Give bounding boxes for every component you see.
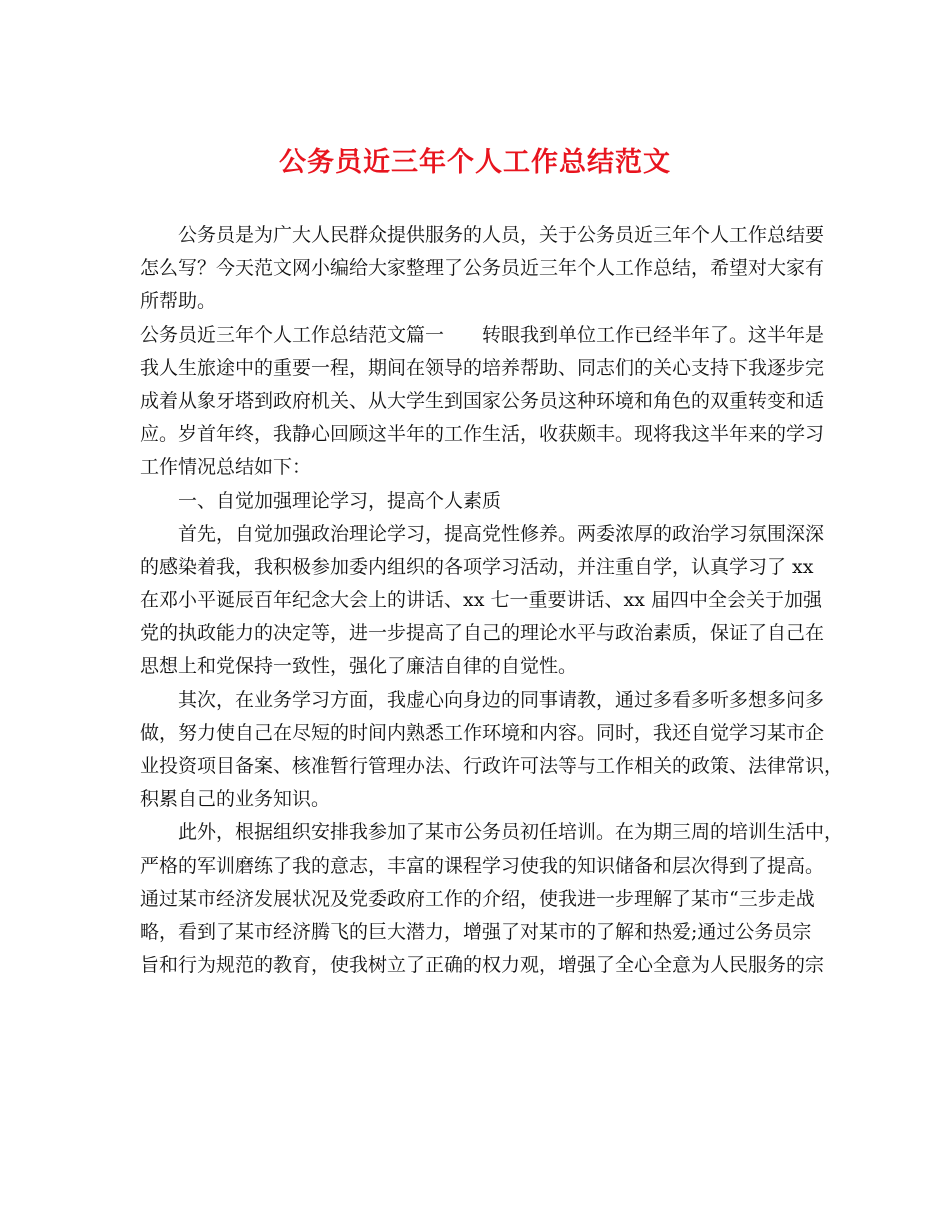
paragraph-line: 严格的军训磨练了我的意志，丰富的课程学习使我的知识储备和层次得到了提高。 [140, 854, 825, 877]
subheading-line: 一、自觉加强理论学习，提高个人素质 [178, 489, 502, 512]
document-body [140, 219, 844, 982]
paragraph-line: 所帮助。 [140, 290, 217, 313]
paragraph-line: 此外，根据组织安排我参加了某市公务员初任培训。在为期三周的培训生活中， [178, 821, 844, 844]
document-title: 公务员近三年个人工作总结范文 [279, 147, 671, 178]
paragraph-line: 在邓小平诞辰百年纪念大会上的讲话、xx 七一重要讲话、xx 届四中全会关于加强 [140, 589, 822, 612]
paragraph-line: 应。岁首年终，我静心回顾这半年的工作生活，收获颇丰。现将我这半年来的学习 [140, 423, 825, 446]
paragraph-line: 的感染着我，我积极参加委内组织的各项学习活动，并注重自学，认真学习了 xx [140, 555, 814, 578]
paragraph-line: 略，看到了某市经济腾飞的巨大潜力，增强了对某市的了解和热爱;通过公务员宗 [140, 920, 812, 943]
paragraph-line: 成着从象牙塔到政府机关、从大学生到国家公务员这种环境和角色的双重转变和适 [140, 389, 825, 412]
paragraph-line: 思想上和党保持一致性，强化了廉洁自律的自觉性。 [140, 655, 578, 678]
paragraph-line: 我人生旅途中的重要一程，期间在领导的培养帮助、同志们的关心支持下我逐步完 [140, 356, 825, 379]
paragraph-line: 积累自己的业务知识。 [140, 788, 331, 811]
paragraph-line: 党的执政能力的决定等，进一步提高了自己的理论水平与政治素质，保证了自己在 [140, 622, 825, 645]
section-heading-line [140, 319, 825, 352]
paragraph-line: 首先，自觉加强政治理论学习，提高党性修养。两委浓厚的政治学习氛围深深 [178, 522, 825, 545]
paragraph-line: 做，努力使自己在尽短的时间内熟悉工作环境和内容。同时，我还自觉学习某市企 [140, 721, 825, 744]
paragraph-line: 怎么写？今天范文网小编给大家整理了公务员近三年个人工作总结，希望对大家有 [140, 257, 825, 280]
paragraph-line: 通过某市经济发展状况及党委政府工作的介绍，使我进一步理解了某市“三步走战 [140, 887, 815, 910]
paragraph-text: 转眼我到单位工作已经半年了。这半年是 [482, 323, 825, 346]
paragraph-line: 旨和行为规范的教育，使我树立了正确的权力观，增强了全心全意为人民服务的宗 [140, 954, 825, 977]
paragraph-line: 公务员是为广大人民群众提供服务的人员，关于公务员近三年个人工作总结要 [178, 224, 825, 246]
paragraph-line: 业投资项目备案、核准暂行管理办法、行政许可法等与工作相关的政策、法律常识， [140, 755, 844, 777]
paragraph-line: 其次，在业务学习方面，我虚心向身边的同事请教，通过多看多听多想多问多 [178, 688, 825, 711]
section-heading: 公务员近三年个人工作总结范文篇一 [140, 323, 445, 346]
paragraph-line: 工作情况总结如下： [140, 456, 312, 479]
